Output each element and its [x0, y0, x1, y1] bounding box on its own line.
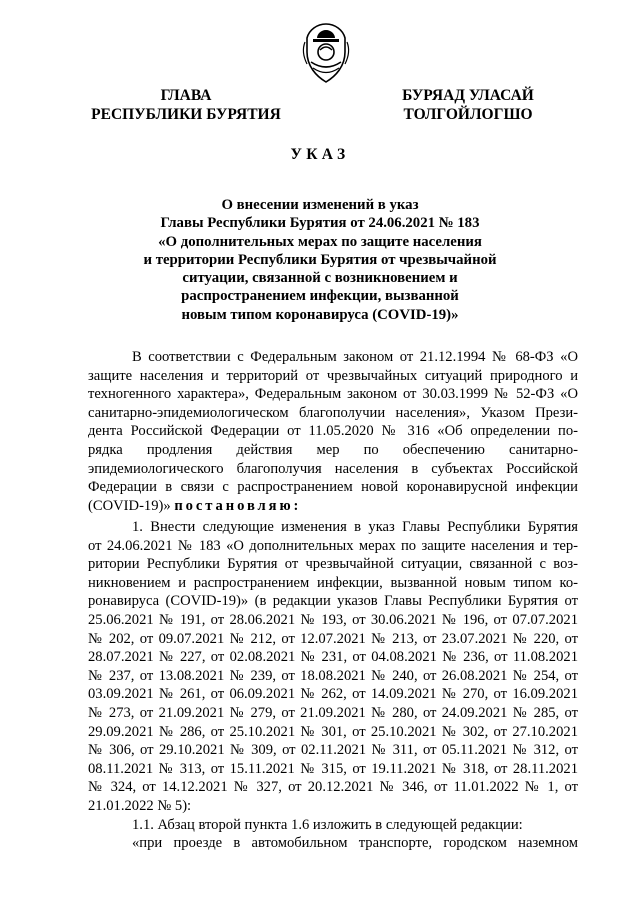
item-1-line: ронавируса (COVID-19)» (в редакции указов Главы Республики Бурятия от: [88, 593, 578, 610]
header-right: [378, 86, 558, 124]
item-1-line: 29.09.2021 № 286, от 25.10.2021 № 301, от 25.10.2021 № 302, от 27.10.2021: [88, 723, 578, 740]
preamble-line: эпидемиологического благополучия населения в субъектах Российской: [88, 460, 578, 477]
decree-word: постановляю:: [174, 497, 302, 514]
preamble-line: техногенного характера», Федеральным законом от 30.03.1999 № 52-ФЗ «О: [88, 386, 578, 403]
item-1-line: № 202, от 09.07.2021 № 212, от 12.07.2021 № 213, от 23.07.2021 № 220, от: [88, 630, 578, 647]
title-line: и территории Республики Бурятия от чрезвычайной: [143, 251, 497, 268]
title-line: Главы Республики Бурятия от 24.06.2021 № 183: [160, 215, 480, 232]
item-1-paragraph: [88, 518, 578, 853]
title-line: распространением инфекции, вызванной: [181, 288, 459, 305]
preamble-last-line: [88, 497, 578, 516]
header-right-line-1: БУРЯАД УЛАСАЙ: [402, 87, 534, 104]
preamble-line: В соответствии с Федеральным законом от 21.12.1994 № 68-ФЗ «О: [132, 349, 578, 365]
preamble-line: рядка продления действия мер по обеспечению санитарно-: [88, 441, 578, 458]
item-1-line: 28.07.2021 № 227, от 02.08.2021 № 231, от 04.08.2021 № 236, от 11.08.2021: [88, 649, 578, 666]
title-line: ситуации, связанной с возникновением и: [182, 270, 458, 287]
quote-start-line: «при проезде в автомобильном транспорте, городском наземном: [132, 835, 578, 852]
title-line: О внесении изменений в указ: [221, 197, 419, 213]
item-1-line: 08.11.2021 № 313, от 15.11.2021 № 315, от 19.11.2021 № 318, от 28.11.2021: [88, 760, 578, 777]
item-1-line: 1. Внести следующие изменения в указ Главы Республики Бурятия: [132, 519, 578, 535]
item-1-1-line: 1.1. Абзац второй пункта 1.6 изложить в следующей редакции:: [132, 816, 523, 833]
header-right-line-2: ТОЛГОЙЛОГШО: [403, 106, 533, 123]
item-1-line: № 324, от 14.12.2021 № 327, от 20.12.2021 № 346, от 11.01.2022 № 1, от: [88, 779, 578, 796]
item-1-line: 21.01.2022 № 5):: [88, 797, 192, 814]
preamble-line: санитарно-эпидемиологическом благополучии населения», Указом Прези-: [88, 404, 578, 421]
document-type: УКАЗ: [290, 146, 350, 163]
title-line: «О дополнительных мерах по защите населения: [158, 233, 482, 250]
coat-of-arms-emblem: [299, 22, 353, 84]
preamble-last-text: (COVID-19)»: [88, 497, 175, 514]
item-1-line: № 273, от 21.09.2021 № 279, от 21.09.2021 № 280, от 24.09.2021 № 285, от: [88, 704, 578, 721]
header-left-line-1: ГЛАВА: [160, 87, 212, 104]
document-title: [100, 196, 540, 324]
item-1-line: № 306, от 29.10.2021 № 309, от 02.11.2021 № 311, от 05.11.2021 № 312, от: [88, 742, 578, 759]
header-left-line-2: РЕСПУБЛИКИ БУРЯТИЯ: [91, 106, 281, 123]
preamble-line: защите населения и территорий от чрезвычайных ситуаций природного и: [88, 367, 578, 384]
preamble-line: дента Российской Федерации от 11.05.2020 № 316 «Об определении по-: [88, 423, 578, 440]
preamble-line: Федерации в связи с распространением новой коронавирусной инфекции: [88, 479, 578, 496]
preamble-paragraph: [88, 348, 578, 515]
item-1-line: от 24.06.2021 № 183 «О дополнительных мерах по защите населения и тер-: [88, 537, 578, 554]
item-1-line: № 237, от 13.08.2021 № 239, от 18.08.2021 № 240, от 26.08.2021 № 254, от: [88, 667, 578, 684]
item-1-line: 03.09.2021 № 261, от 06.09.2021 № 262, от 14.09.2021 № 270, от 16.09.2021: [88, 686, 578, 703]
item-1-line: 25.06.2021 № 191, от 28.06.2021 № 193, от 30.06.2021 № 196, от 07.07.2021: [88, 611, 578, 628]
item-1-line: никновением и распространением инфекции, вызванной новым типом ко-: [88, 574, 578, 591]
header-left: [86, 86, 286, 124]
title-line: новым типом коронавируса (COVID-19)»: [181, 306, 459, 323]
item-1-line: ритории Республики Бурятия от чрезвычайной ситуации, связанной с воз-: [88, 556, 578, 573]
